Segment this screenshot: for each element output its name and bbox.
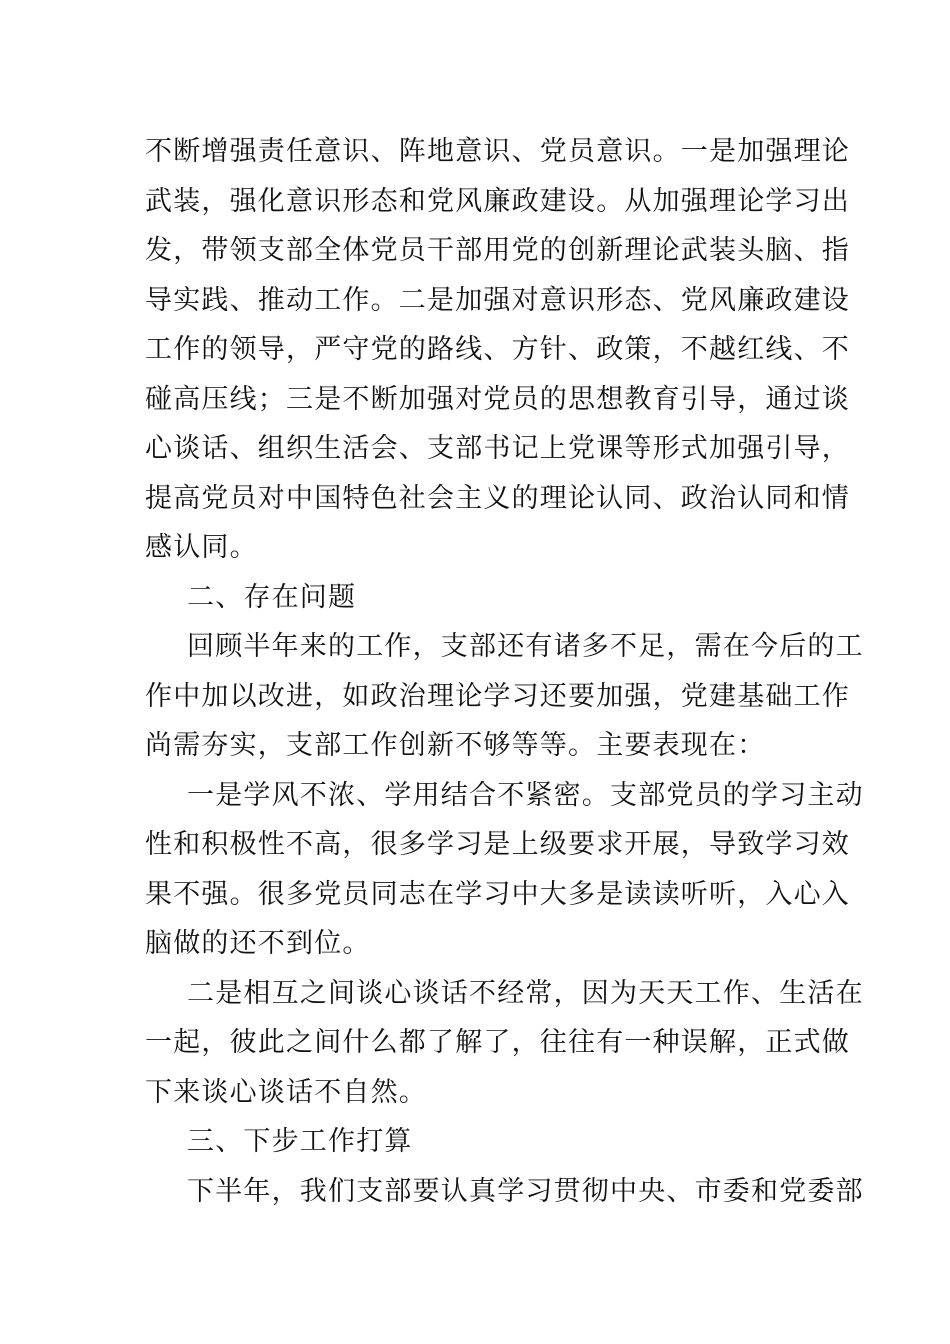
section-heading: 二、存在问题 — [187, 581, 357, 613]
text-line: 心谈话、组织生活会、支部书记上党课等形式加强引导， — [145, 433, 850, 464]
text-line: 不断增强责任意识、阵地意识、党员意识。一是加强理论 — [145, 136, 850, 167]
text-line: 尚需夯实，支部工作创新不够等等。主要表现在： — [145, 730, 766, 761]
document-body — [145, 127, 864, 1216]
text-line: 性和积极性不高，很多学习是上级要求开展，导致学习效 — [145, 829, 850, 860]
text-line: 回顾半年来的工作，支部还有诸多不足，需在今后的工 — [187, 631, 864, 662]
text-line: 武装，强化意识形态和党风廉政建设。从加强理论学习出 — [145, 185, 850, 217]
text-line: 作中加以改进，如政治理论学习还要加强，党建基础工作 — [145, 680, 850, 712]
text-line: 提高党员对中国特色社会主义的理论认同、政治认同和情 — [145, 482, 850, 514]
text-line: 果不强。很多党员同志在学习中大多是读读听听，入心入 — [145, 878, 850, 910]
text-line: 一是学风不浓、学用结合不紧密。支部党员的学习主动 — [187, 779, 864, 811]
text-line: 工作的领导，严守党的路线、方针、政策，不越红线、不 — [145, 334, 850, 365]
text-line: 脑做的还不到位。 — [145, 928, 371, 959]
text-line: 二是相互之间谈心谈话不经常，因为天天工作、生活在 — [187, 977, 864, 1009]
text-line: 一起，彼此之间什么都了解了，往往有一种误解，正式做 — [145, 1027, 850, 1058]
text-line: 导实践、推动工作。二是加强对意识形态、党风廉政建设 — [145, 284, 850, 316]
text-line: 发，带领支部全体党员干部用党的创新理论武装头脑、指 — [145, 235, 850, 266]
text-line: 下半年，我们支部要认真学习贯彻中央、市委和党委部 — [187, 1175, 864, 1207]
text-line: 碰高压线；三是不断加强对党员的思想教育引导，通过谈 — [145, 383, 850, 415]
section-heading: 三、下步工作打算 — [187, 1126, 413, 1157]
text-line: 下来谈心谈话不自然。 — [145, 1076, 427, 1108]
text-line: 感认同。 — [145, 532, 258, 563]
